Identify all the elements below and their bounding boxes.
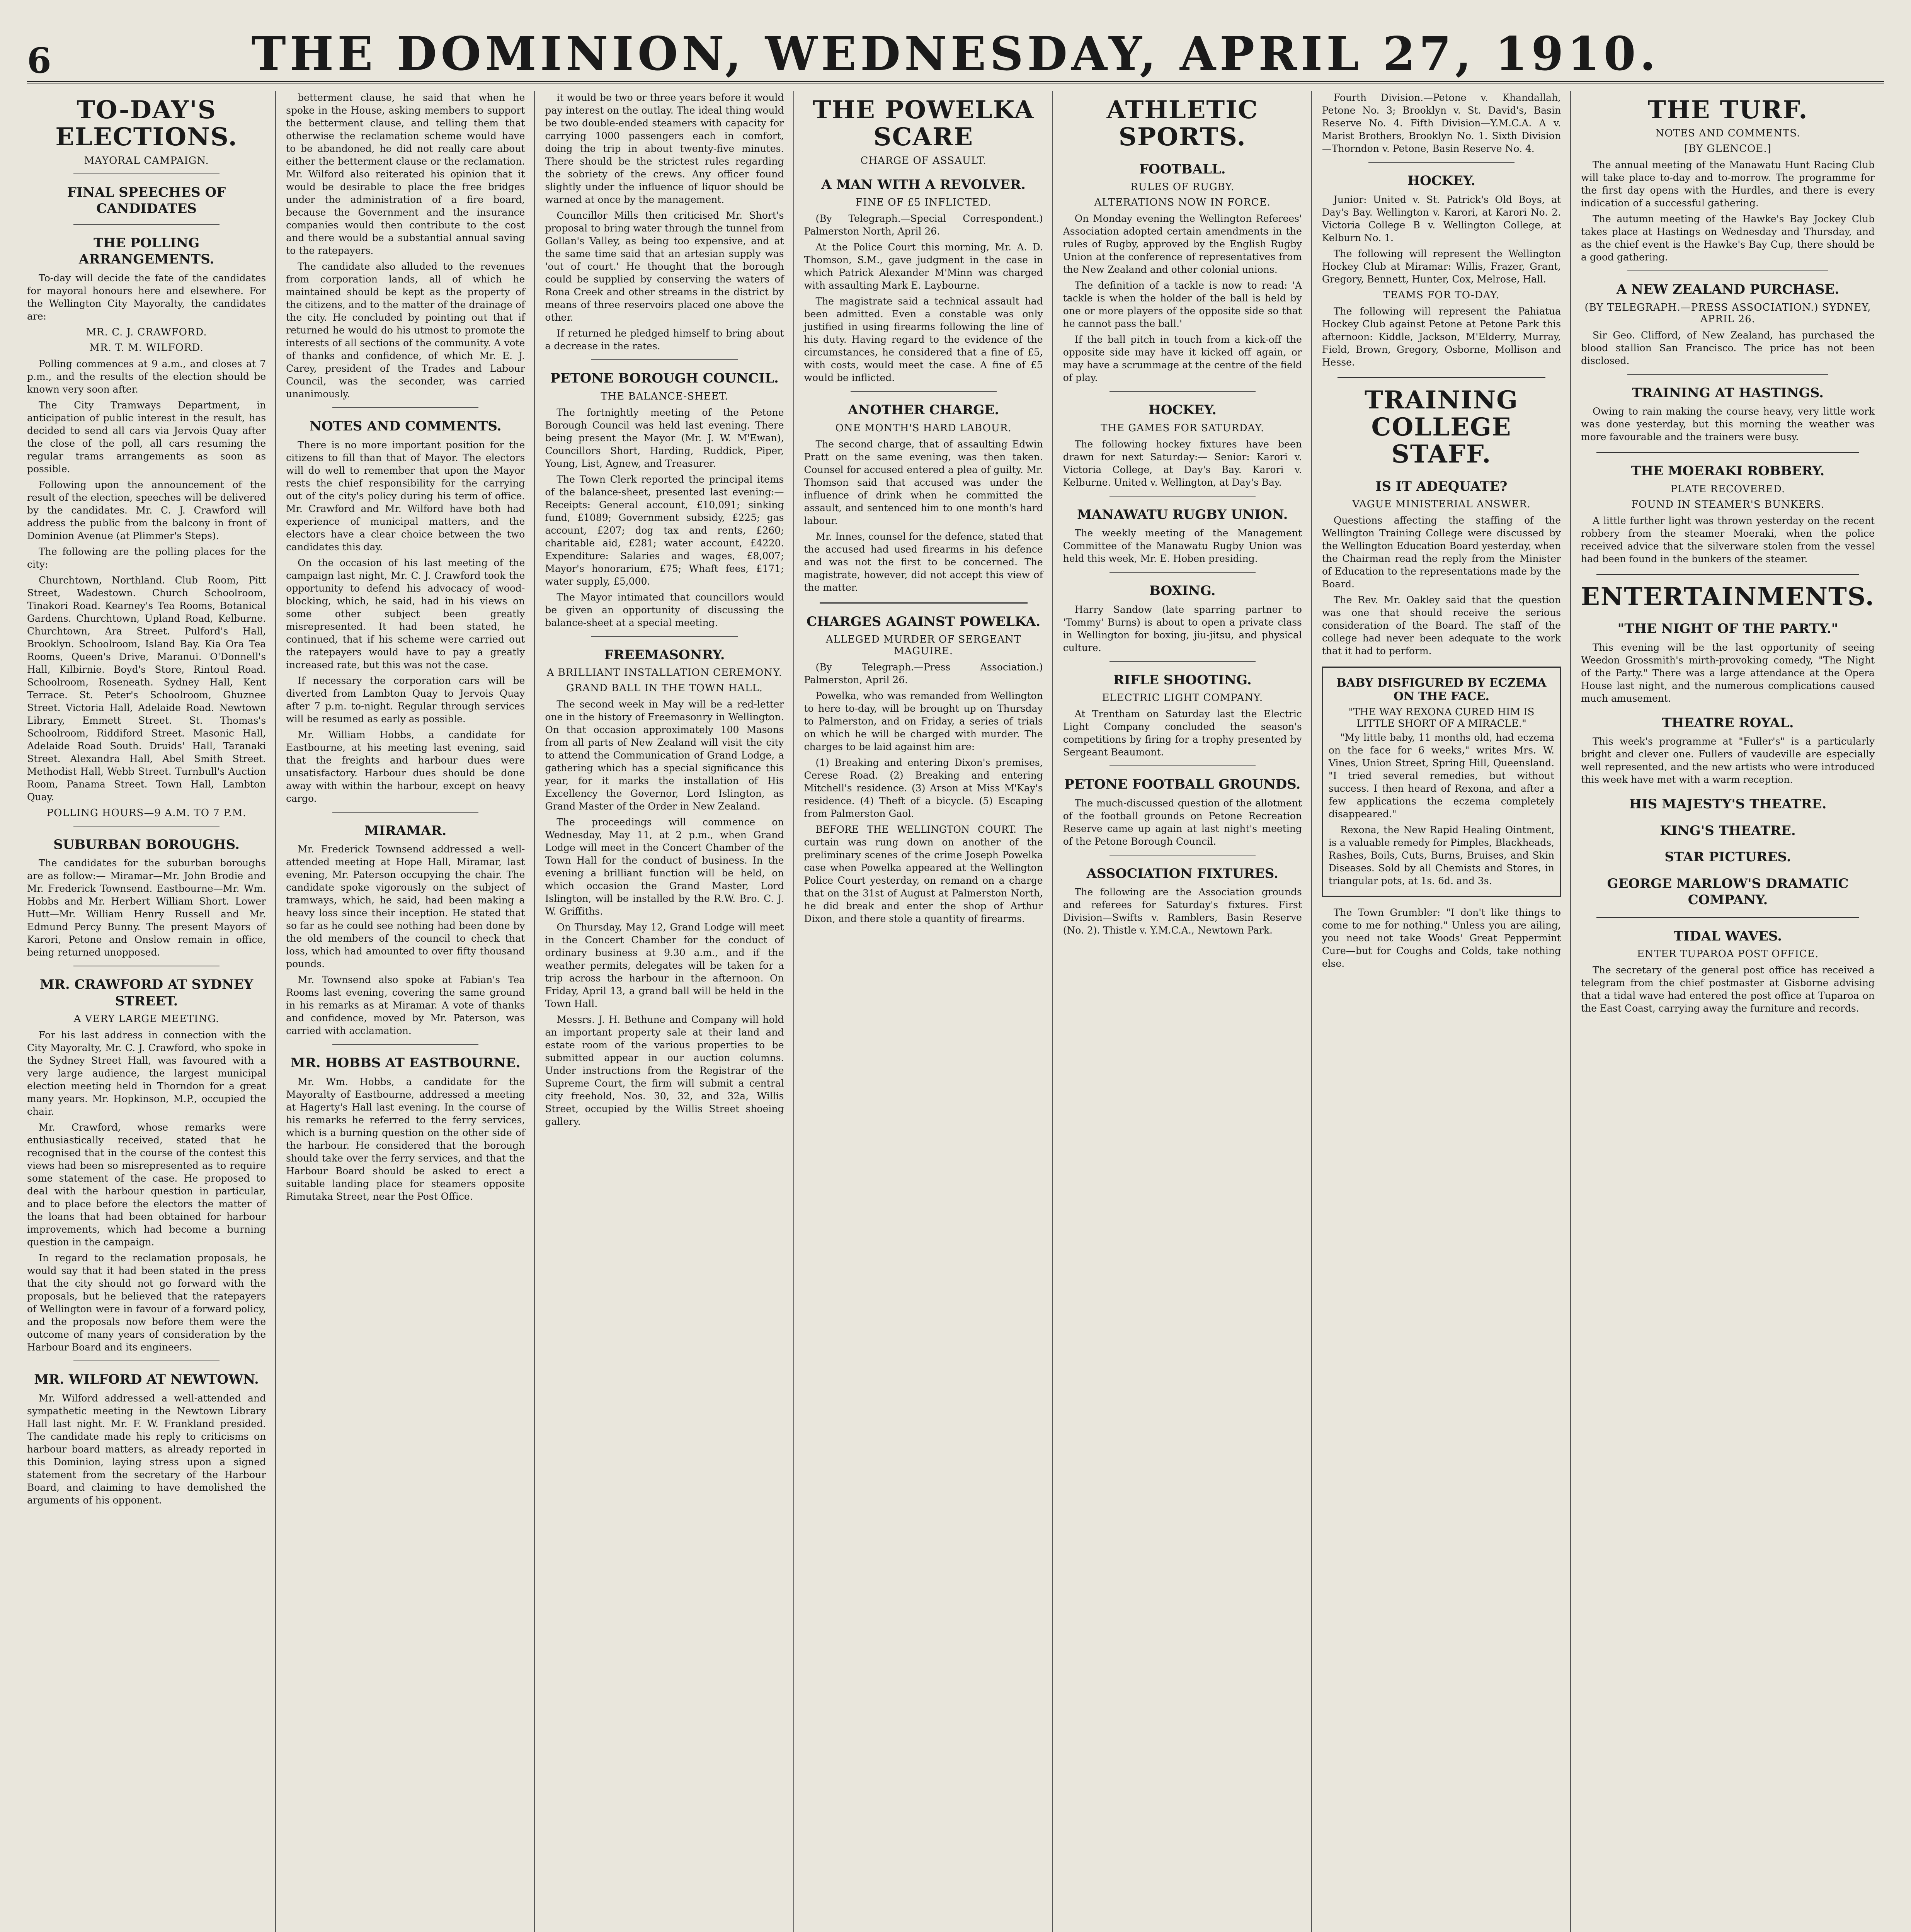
article-columns: [27, 91, 1884, 1932]
divider: [332, 407, 478, 408]
hobbs-eastbourne-head: MR. HOBBS AT EASTBOURNE.: [290, 1055, 521, 1071]
byline: [BY GLENCOE.]: [1684, 143, 1771, 155]
revolver-head: A MAN WITH A REVOLVER.: [821, 177, 1026, 192]
petone-grounds-head: PETONE FOOTBALL GROUNDS.: [1064, 777, 1301, 793]
article-paragraph: The City Tramways Department, in anticipation of public interest in the result, has decided to send all cars via Jervois Quay after the close of the poll, all cars resuming the regular trams arrangements as soon as possible.: [27, 399, 266, 474]
article-paragraph: Polling commences at 9 a.m., and closes at 7 p.m., and the results of the election should be known very soon after.: [27, 358, 266, 395]
subhead: THE BALANCE-SHEET.: [601, 390, 728, 402]
divider: [73, 224, 220, 225]
article-paragraph: Mr. Frederick Townsend addressed a well-attended meeting at Hope Hall, Miramar, last evening, Mr. Paterson occupying the chair. The candidate spoke vigorously on the subject of tramways, which, he said, had been making a heavy loss since their inception. He stated that so far as he could see nothing had been done by the old members of the council to check that loss, which had amounted to over fifty thousand pounds.: [286, 844, 525, 969]
article-paragraph: The following are the polling places for the city:: [27, 546, 266, 570]
article-paragraph: The following hockey fixtures have been drawn for next Saturday:— Senior: Karori v. Victoria College, at Day's Bay. Karori v. Kelburne. United v. Wellington, at Day's Bay.: [1063, 438, 1302, 488]
charges-against-powelka-head: CHARGES AGAINST POWELKA.: [807, 614, 1041, 629]
subhead: A VERY LARGE MEETING.: [73, 1013, 220, 1025]
subhead: NOTES AND COMMENTS.: [1655, 128, 1800, 139]
hockey-head: HOCKEY.: [1407, 173, 1475, 189]
article-paragraph: Mr. Innes, counsel for the defence, stated that the accused had used firearms in his defence and was not the first to be concerned. The magistrate, however, did not accept this view of the matter.: [804, 531, 1043, 593]
subhead: A BRILLIANT INSTALLATION CEREMONY.: [546, 667, 783, 679]
article-paragraph: The much-discussed question of the allotment of the football grounds on Petone Recreation Reserve came up again at last night's meeting of the Petone Borough Council.: [1063, 797, 1302, 847]
divider: [851, 391, 997, 392]
article-paragraph: Mr. Wm. Hobbs, a candidate for the Mayoralty of Eastbourne, addressed a meeting at Hagerty's Hall last evening. In the course of his remarks he referred to the ferry services, which is a burning question on the other side of the harbour. He considered that the borough should take over the ferry services, and that the Harbour Board should be asked to erect a suitable landing place for steamers opposite Rimutaka Street, near the Post Office.: [286, 1076, 525, 1202]
candidate-name: MR. T. M. WILFORD.: [89, 342, 204, 354]
article-paragraph: The candidates for the suburban boroughs are as follow:— Miramar—Mr. John Brodie and Mr. Frederick Townsend. Eastbourne—Mr. Wm. Hobbs and Mr. Herbert William Short. Lower Hutt—Mr. William Henry Russell and Mr. Edmund Percy Bunny. The present Mayors of Karori, Petone and Onslow remain in office, being returned unopposed.: [27, 857, 266, 958]
divider: [73, 173, 220, 174]
article-paragraph: If the ball pitch in touch from a kick-off the opposite side may have it kicked off again, or may have a scrummage at the centre of the field of play.: [1063, 334, 1302, 384]
article-paragraph: The annual meeting of the Manawatu Hunt Racing Club will take place to-day and to-morrow. The programme for the first day opens with the Hurdles, and there is every indication of a successful gathering.: [1581, 159, 1875, 209]
article-paragraph: Mr. William Hobbs, a candidate for Eastbourne, at his meeting last evening, said that the freights and harbour dues were unsatisfactory. Harbour dues should be done away with within the harbour, except on heavy cargo.: [286, 729, 525, 804]
article-paragraph: If returned he pledged himself to bring about a decrease in the rates.: [545, 328, 784, 352]
manawatu-rugby-head: MANAWATU RUGBY UNION.: [1077, 507, 1288, 522]
divider: [1110, 765, 1256, 766]
entertainments-headline: ENTERTAINMENTS.: [1581, 582, 1875, 611]
subhead: TEAMS FOR TO-DAY.: [1383, 289, 1500, 301]
article-paragraph: The Town Clerk reported the principal items of the balance-sheet, presented last evening:—Receipts: General account, £10,091; sinking fund, £1089; Government subsidy, £225; gas account, £207; dog tax and rents, £260; charitable aid, £281; water account, £4220. Expenditure: Salaries and wages, £8,007; Mayor's honorarium, £75; Whaft fees, £171; water supply, £5,000.: [545, 473, 784, 587]
masthead: [27, 23, 1884, 83]
association-fixtures-head: ASSOCIATION FIXTURES.: [1086, 866, 1278, 881]
divider: [1627, 270, 1828, 271]
miramar-head: MIRAMAR.: [364, 823, 447, 838]
charges-list: (1) Breaking and entering Dixon's premises, Cerese Road. (2) Breaking and entering Mitchell's residence. (3) Arson at Miss M'Kay's residence. (4) Theft of a bicycle. (5) Escaping from Palmerston Gaol.: [804, 757, 1043, 820]
article-paragraph: Following upon the announcement of the result of the election, speeches will be delivered by the candidates. Mr. C. J. Crawford will address the public from the balcony in front of Dominion Avenue (at Plimmer's Steps).: [27, 479, 266, 541]
article-paragraph: The weekly meeting of the Management Committee of the Manawatu Rugby Union was held this week, Mr. E. Hoben presiding.: [1063, 527, 1302, 565]
athletic-sports-headline: ATHLETIC SPORTS.: [1106, 95, 1259, 152]
article-paragraph: The fortnightly meeting of the Petone Borough Council was held last evening. There being present the Mayor (Mr. J. W. M'Ewan), Councillors Short, Harding, Ruddick, Piper, Young, List, Agnew, and Treasurer.: [545, 406, 784, 469]
moeraki-robbery-head: THE MOERAKI ROBBERY.: [1631, 463, 1825, 479]
article-paragraph: BEFORE THE WELLINGTON COURT. The curtain was rung down on another of the preliminary scenes of the crime Joseph Powelka case when Powelka appeared at the Wellington Police Court yesterday, on remand on a charge that on the 31st of August at Palmerston North, he did break and enter the shop of Arthur Dixon, and there stole a quantity of firearms.: [804, 824, 1043, 925]
polling-hours: POLLING HOURS—9 A.M. TO 7 P.M.: [46, 807, 247, 819]
divider: [1110, 391, 1256, 392]
article-paragraph: The following are the Association grounds and referees for Saturday's fixtures. First Division—Swifts v. Ramblers, Basin Reserve (No. 2). Thistle v. Y.M.C.A., Newtown Park.: [1063, 886, 1302, 936]
article-paragraph: The magistrate said a technical assault had been admitted. Even a constable was only justified in using firearms following the line of his duty. Having regard to the evidence of the circumstances, he considered that a fine of £5, with costs, would meet the case. A fine of £5 would be inflicted.: [804, 296, 1043, 384]
article-paragraph: Harry Sandow (late sparring partner to 'Tommy' Burns) is about to open a private class in Wellington for boxing, jiu-jitsu, and physical culture.: [1063, 604, 1302, 653]
subhead: FOUND IN STEAMER'S BUNKERS.: [1631, 498, 1824, 510]
divider: [1596, 574, 1859, 575]
article-paragraph: Fourth Division.—Petone v. Khandallah, Petone No. 3; Brooklyn v. St. David's, Basin Reserve No. 4. Fifth Division—Y.M.C.A. A v. Marist Brothers, Brooklyn No. 1. Sixth Division—Thorndon v. Petone, Basin Reserve No. 4.: [1322, 92, 1561, 154]
polling-places-list: Churchtown, Northland. Club Room, Pitt Street, Wadestown. Church Schoolroom, Tinakori Road. Kearney's Tea Rooms, Botanical Gardens. Churchtown, Upland Road, Kelburne. Churchtown, Ara Street. Pulford's Hall, Brooklyn. Schoolroom, Island Bay. Kia Ora Tea Rooms, Queen's Drive, Maranui. O'Donnell's Hall, Kilbirnie. Boyd's Store, Rintoul Road. Schoolroom, Roseneath. Sydney Hall, Kent Terrace. St. Peter's Schoolroom, Ghuznee Street. Victoria Hall, Adelaide Road. Newtown Library, Emmett Street. St. Thomas's Schoolroom, Riddiford Street. Masonic Hall, Adelaide Road South. Druids' Hall, Taranaki Street. Alexandra Hall, Abel Smith Street. Methodist Hall, Webb Street. Turnbull's Auction Room, Panama Street. Town Hall, Lambton Quay.: [27, 574, 266, 803]
article-paragraph: The following will represent the Wellington Hockey Club at Miramar: Willis, Frazer, Grant, Gregory, Bennett, Hunter, Cox, Melrose, Hall.: [1322, 248, 1561, 285]
article-paragraph: On Thursday, May 12, Grand Lodge will meet in the Concert Chamber for the conduct of ordinary business at 9.30 a.m., and if the weather permits, delegates will be taken for a trip across the harbour in the afternoon. On Friday, April 13, a grand ball will be held in the Town Hall.: [545, 922, 784, 1009]
article-paragraph: Junior: United v. St. Patrick's Old Boys, at Day's Bay. Wellington v. Karori, at Karori No. 2. Victoria College B v. Wellington College, at Kelburn No. 1.: [1322, 194, 1561, 243]
article-paragraph: To-day will decide the fate of the candidates for mayoral honours here and elsewhere. For the Wellington City Mayoralty, the candidates are:: [27, 272, 266, 322]
column-4: [804, 91, 1053, 1932]
divider: [1110, 496, 1256, 497]
column-1: [27, 91, 276, 1932]
page-number: 6: [27, 40, 51, 81]
rifle-shooting-head: RIFLE SHOOTING.: [1113, 672, 1252, 688]
divider: [1596, 917, 1859, 918]
column-3: [545, 91, 794, 1932]
candidate-name: MR. C. J. CRAWFORD.: [86, 326, 207, 338]
article-paragraph: On the occasion of his last meeting of the campaign last night, Mr. C. J. Crawford took the opportunity to defend his advocacy of wood-blocking, which, he said, had in his views on some other subject been greatly misrepresented. It had been stated, he continued, that if his scheme were carried out the ratepayers would have to pay a greatly increased rate, but this was not the case.: [286, 557, 525, 670]
wilford-newtown-head: MR. WILFORD AT NEWTOWN.: [34, 1372, 259, 1388]
column-5: [1063, 91, 1312, 1932]
another-charge-head: ANOTHER CHARGE.: [848, 402, 999, 418]
ad-headline: BABY DISFIGURED BY ECZEMA ON THE FACE.: [1336, 676, 1547, 704]
article-paragraph: For his last address in connection with the City Mayoralty, Mr. C. J. Crawford, who spoke in the Sydney Street Hall, was favoured with a very large audience, the largest municipal election meeting held in Thorndon for a great many years. Mr. Hopkinson, M.P., occupied the chair.: [27, 1029, 266, 1117]
subhead: (BY TELEGRAPH.—PRESS ASSOCIATION.) SYDNEY, APRIL 26.: [1584, 301, 1871, 325]
article-paragraph: betterment clause, he said that when he spoke in the House, asking members to support the betterment clause, and telling them that otherwise the reclamation scheme would have to be abandoned, he did not really care about either the betterment clause or the reclamation. Mr. Wilford also reiterated his opinion that it would be desirable to place the free bridges under the administration of a fire board, because the Government and the insurance companies would then contribute to the cost and there would be a substantial annual saving to the ratepayers.: [286, 92, 525, 256]
subhead: THE GAMES FOR SATURDAY.: [1101, 422, 1264, 434]
final-speeches-head: FINAL SPEECHES OF CANDIDATES: [67, 184, 226, 217]
article-paragraph: The second charge, that of assaulting Edwin Pratt on the same evening, was then taken. Counsel for accused entered a plea of guilty. Mr. Thomson said that accused was under the influence of drink when he committed the assault, and sentenced him to one month's hard labour.: [804, 438, 1043, 526]
mayoral-campaign-subhead: MAYORAL CAMPAIGN.: [84, 155, 209, 167]
article-paragraph: If necessary the corporation cars will be diverted from Lambton Quay to Jervois Quay after 7 p.m. to-night. Regular through services will be resumed as early as possible.: [286, 675, 525, 724]
elections-headline: TO-DAY'S ELECTIONS.: [55, 95, 238, 152]
suburban-boroughs-head: SUBURBAN BOROUGHS.: [53, 837, 240, 852]
subhead: CHARGE OF ASSAULT.: [860, 155, 987, 167]
divider: [1110, 572, 1256, 573]
article-paragraph: This evening will be the last opportunity of seeing Weedon Grossmith's mirth-provoking comedy, "The Night of the Party." There was a large attendance at the Opera House last night, and the numerous complications caused much amusement.: [1581, 641, 1875, 704]
article-paragraph: At the Police Court this morning, Mr. A. D. Thomson, S.M., gave judgment in the case in which Patrick Alexander M'Minn was charged with assaulting Mark E. Laybourne.: [804, 242, 1043, 291]
article-paragraph: Owing to rain making the course heavy, very little work was done yesterday, but this morning the weather was more favourable and the trainers were busy.: [1581, 406, 1875, 443]
notes-comments-head: NOTES AND COMMENTS.: [310, 418, 502, 434]
boxing-head: BOXING.: [1149, 583, 1216, 599]
subhead: ALTERATIONS NOW IN FORCE.: [1094, 197, 1271, 209]
hockey-head: HOCKEY.: [1148, 402, 1217, 418]
polling-arrangements-head: THE POLLING ARRANGEMENTS.: [78, 235, 214, 267]
marlow-company-head: GEORGE MARLOW'S DRAMATIC COMPANY.: [1607, 876, 1849, 908]
divider: [1338, 377, 1545, 378]
training-hastings-head: TRAINING AT HASTINGS.: [1632, 385, 1824, 401]
article-paragraph: Powelka, who was remanded from Wellington to here to-day, will be brought up on Thursday to Palmerston, and on Friday, a series of trials on which he will be charged with murder. The charges to be laid against him are:: [804, 690, 1043, 753]
article-paragraph: Councillor Mills then criticised Mr. Short's proposal to bring water through the tunnel from Gollan's Valley, as being too expensive, and at the same time said that an artesian supply was 'out of court.' He thought that the borough could be supplied by conserving the waters of Rona Creek and other streams in the district by means of three reservoirs placed one above the other.: [545, 210, 784, 323]
ad-paragraph: "My little baby, 11 months old, had eczema on the face for 6 weeks," writes Mrs. W. Vines, Union Street, Spring Hill, Queensland. "I tried several remedies, but without success. I then heard of Rexona, and after a few applications the eczema completely disappeared.": [1328, 732, 1555, 820]
subhead: FINE OF £5 INFLICTED.: [855, 197, 992, 209]
subhead: ALLEGED MURDER OF SERGEANT MAGUIRE.: [825, 634, 1021, 657]
his-majestys-head: HIS MAJESTY'S THEATRE.: [1629, 796, 1827, 812]
divider: [332, 1044, 478, 1045]
subhead: VAGUE MINISTERIAL ANSWER.: [1352, 498, 1531, 510]
subhead: ENTER TUPAROA POST OFFICE.: [1637, 948, 1819, 960]
ad-subline: "THE WAY REXONA CURED HIM IS LITTLE SHORT OF A MIRACLE.": [1348, 706, 1535, 730]
subhead: ELECTRIC LIGHT COMPANY.: [1102, 692, 1263, 704]
subhead: GRAND BALL IN THE TOWN HALL.: [566, 682, 763, 694]
kings-theatre-head: KING'S THEATRE.: [1660, 823, 1796, 838]
divider: [1368, 162, 1515, 163]
byline: (By Telegraph.—Press Association.) Palmerston, April 26.: [804, 662, 1043, 686]
nz-purchase-head: A NEW ZEALAND PURCHASE.: [1616, 282, 1840, 298]
newspaper-title: THE DOMINION, WEDNESDAY, APRIL 27, 1910.: [251, 27, 1660, 81]
article-paragraph: The following will represent the Pahiatua Hockey Club against Petone at Petone Park this afternoon: Kiddle, Jackson, M'Elderry, Murray, Field, Brown, Gregory, Osborne, Mollison and Hesse.: [1322, 305, 1561, 368]
article-paragraph: The Town Grumbler: "I don't like things to come to me for nothing." Unless you are ailing, you need not take Woods' Great Peppermint Cure—but for Coughs and Colds, take nothing else.: [1322, 907, 1561, 969]
subhead: PLATE RECOVERED.: [1670, 483, 1785, 495]
article-paragraph: In regard to the reclamation proposals, he would say that it had been stated in the press that the city should not go forward with the proposals, but he believed that the ratepayers of Wellington were in favour of a forward policy, and the proposals now before them were the outcome of many years of consideration by the Harbour Board and its engineers.: [27, 1252, 266, 1353]
article-paragraph: Sir Geo. Clifford, of New Zealand, has purchased the blood stallion San Francisco. The price has not been disclosed.: [1581, 329, 1875, 366]
night-of-party-head: "THE NIGHT OF THE PARTY.": [1617, 621, 1838, 637]
crawford-sydney-street-head: MR. CRAWFORD AT SYDNEY STREET.: [39, 977, 254, 1009]
star-pictures-head: STAR PICTURES.: [1664, 849, 1791, 865]
article-paragraph: The definition of a tackle is now to read: 'A tackle is when the holder of the ball is held by one or more players of the opposite side so that he cannot pass the ball.': [1063, 280, 1302, 330]
tidal-waves-head: TIDAL WAVES.: [1673, 928, 1782, 944]
article-paragraph: The second week in May will be a red-letter one in the history of Freemasonry in Wellington. On that occasion approximately 100 Masons from all parts of New Zealand will visit the city to attend the Communication of Grand Lodge, a gathering which has a special significance this year, for it marks the installation of His Excellency the Governor, Lord Islington, as Grand Master of the Order in New Zealand.: [545, 699, 784, 812]
article-paragraph: The Rev. Mr. Oakley said that the question was one that should receive the serious consideration of the Board. The staff of the college had never been adequate to the work that it had to perform.: [1322, 594, 1561, 657]
column-6: [1322, 91, 1571, 1932]
article-paragraph: There is no more important position for the citizens to fill than that of Mayor. The electors will do well to remember that upon the Mayor rests the chief responsibility for the carrying out of the city's policy during his term of office. Mr. Crawford and Mr. Wilford have both had experience of municipal matters, and the electors have a clear choice between the two candidates this day.: [286, 439, 525, 553]
freemasonry-head: FREEMASONRY.: [604, 647, 725, 663]
football-head: FOOTBALL.: [1139, 161, 1226, 177]
article-paragraph: Questions affecting the staffing of the Wellington Training College were discussed by the Wellington Education Board yesterday, when the Chairman read the reply from the Minister of Education to the representations made by the Board.: [1322, 515, 1561, 590]
divider: [1110, 661, 1256, 662]
article-paragraph: A little further light was thrown yesterday on the recent robbery from the steamer Moeraki, when the police received advice that the silverware stolen from the vessel had been found in the bunkers of the steamer.: [1581, 515, 1875, 565]
rexona-advertisement: [1322, 667, 1561, 897]
article-paragraph: it would be two or three years before it would pay interest on the outlay. The ideal thing would be two double-ended steamers with capacity for carrying 1000 passengers each in comfort, doing the trip in about twenty-five minutes. There should be the strictest rules regarding the sobriety of the crews. Any officer found slightly under the influence of liquor should be warned at once by the management.: [545, 92, 784, 205]
petone-council-head: PETONE BOROUGH COUNCIL.: [550, 371, 779, 386]
powelka-headline: THE POWELKA SCARE: [812, 95, 1035, 152]
divider: [1627, 374, 1828, 375]
divider: [73, 826, 220, 827]
article-paragraph: The autumn meeting of the Hawke's Bay Jockey Club takes place at Hastings on Wednesday and Thursday, and as the chief event is the Hawke's Bay Cup, there should be a good gathering.: [1581, 213, 1875, 263]
article-paragraph: The Mayor intimated that councillors would be given an opportunity of discussing the balance-sheet at a special meeting.: [545, 591, 784, 628]
article-paragraph: Mr. Townsend also spoke at Fabian's Tea Rooms last evening, covering the same ground in his remarks as at Miramar. A vote of thanks and confidence, moved by Mr. Paterson, was carried with acclamation.: [286, 974, 525, 1036]
training-college-headline: TRAINING COLLEGE STAFF.: [1364, 385, 1518, 469]
divider: [332, 812, 478, 813]
article-paragraph: On Monday evening the Wellington Referees' Association adopted certain amendments in the rules of Rugby, approved by the English Rugby Union at the conference of representatives from the New Zealand and other colonial unions.: [1063, 213, 1302, 276]
subhead: ONE MONTH'S HARD LABOUR.: [835, 422, 1012, 434]
divider: [591, 636, 737, 637]
divider: [1596, 452, 1859, 453]
subhead: RULES OF RUGBY.: [1130, 181, 1235, 193]
divider: [591, 359, 737, 360]
column-7: [1581, 91, 1884, 1932]
ad-paragraph: Rexona, the New Rapid Healing Ointment, is a valuable remedy for Pimples, Blackheads, Rashes, Boils, Cuts, Burns, Bruises, and Skin Diseases. Sold by all Chemists and Stores, in triangular pots, at 1s. 6d. and 3s.: [1328, 824, 1555, 887]
article-paragraph: The secretary of the general post office has received a telegram from the chief postmaster at Gisborne advising that a tidal wave had entered the post office at Tuparoa on the East Coast, carrying away the furniture and records.: [1581, 964, 1875, 1014]
article-paragraph: The proceedings will commence on Wednesday, May 11, at 2 p.m., when Grand Lodge will meet in the Concert Chamber of the Town Hall for the conduct of business. In the evening a brilliant function will be held, on which occasion the Grand Master, Lord Islington, will be installed by the R.W. Bro. C. J. W. Griffiths.: [545, 816, 784, 917]
article-paragraph: Messrs. J. H. Bethune and Company will hold an important property sale at their land and estate room of the various properties to be submitted appear in our auction columns. Under instructions from the Registrar of the Supreme Court, the firm will submit a central city freehold, Nos. 30, 32, and 32a, Willis Street, occupied by the Willis Street shoeing gallery.: [545, 1014, 784, 1127]
theatre-royal-head: THEATRE ROYAL.: [1662, 715, 1794, 731]
column-2: [286, 91, 535, 1932]
turf-headline: THE TURF.: [1647, 95, 1808, 124]
article-paragraph: Mr. Wilford addressed a well-attended and sympathetic meeting in the Newtown Library Hall last night. Mr. F. W. Frankland presided. The candidate made his reply to criticisms on harbour board matters, as already reported in this Dominion, laying stress upon a signed statement from the secretary of the Harbour Board, and claiming to have demolished the arguments of his opponent.: [27, 1392, 266, 1506]
byline: (By Telegraph.—Special Correspondent.) Palmerston North, April 26.: [804, 213, 1043, 237]
article-paragraph: The candidate also alluded to the revenues from corporation lands, all of which he maintained should be kept as the property of the citizens, and to the matter of the drainage of the city. He concluded by pointing out that if returned he would do his utmost to promote the interests of all sections of the community. A vote of thanks and confidence, of which Mr. E. J. Carey, president of the Trades and Labour Council, was the seconder, was carried unanimously.: [286, 261, 525, 400]
article-paragraph: This week's programme at "Fuller's" is a particularly bright and clever one. Fullers of vaudeville are especially well represented, and the new artists who were introduced this week have met with a warm reception.: [1581, 736, 1875, 786]
adequate-head: IS IT ADEQUATE?: [1375, 478, 1508, 494]
divider: [820, 602, 1028, 604]
article-paragraph: Mr. Crawford, whose remarks were enthusiastically received, stated that he recognised that in the course of the contest this views had been so misrepresented as to require some statement of the case. He proposed to deal with the harbour question in particular, and to place before the electors the matter of the loans that had been obtained for harbour improvements, which had become a burning question in the campaign.: [27, 1122, 266, 1248]
article-paragraph: At Trentham on Saturday last the Electric Light Company concluded the season's competitions by firing for a trophy presented by Sergeant Beaumont.: [1063, 708, 1302, 758]
